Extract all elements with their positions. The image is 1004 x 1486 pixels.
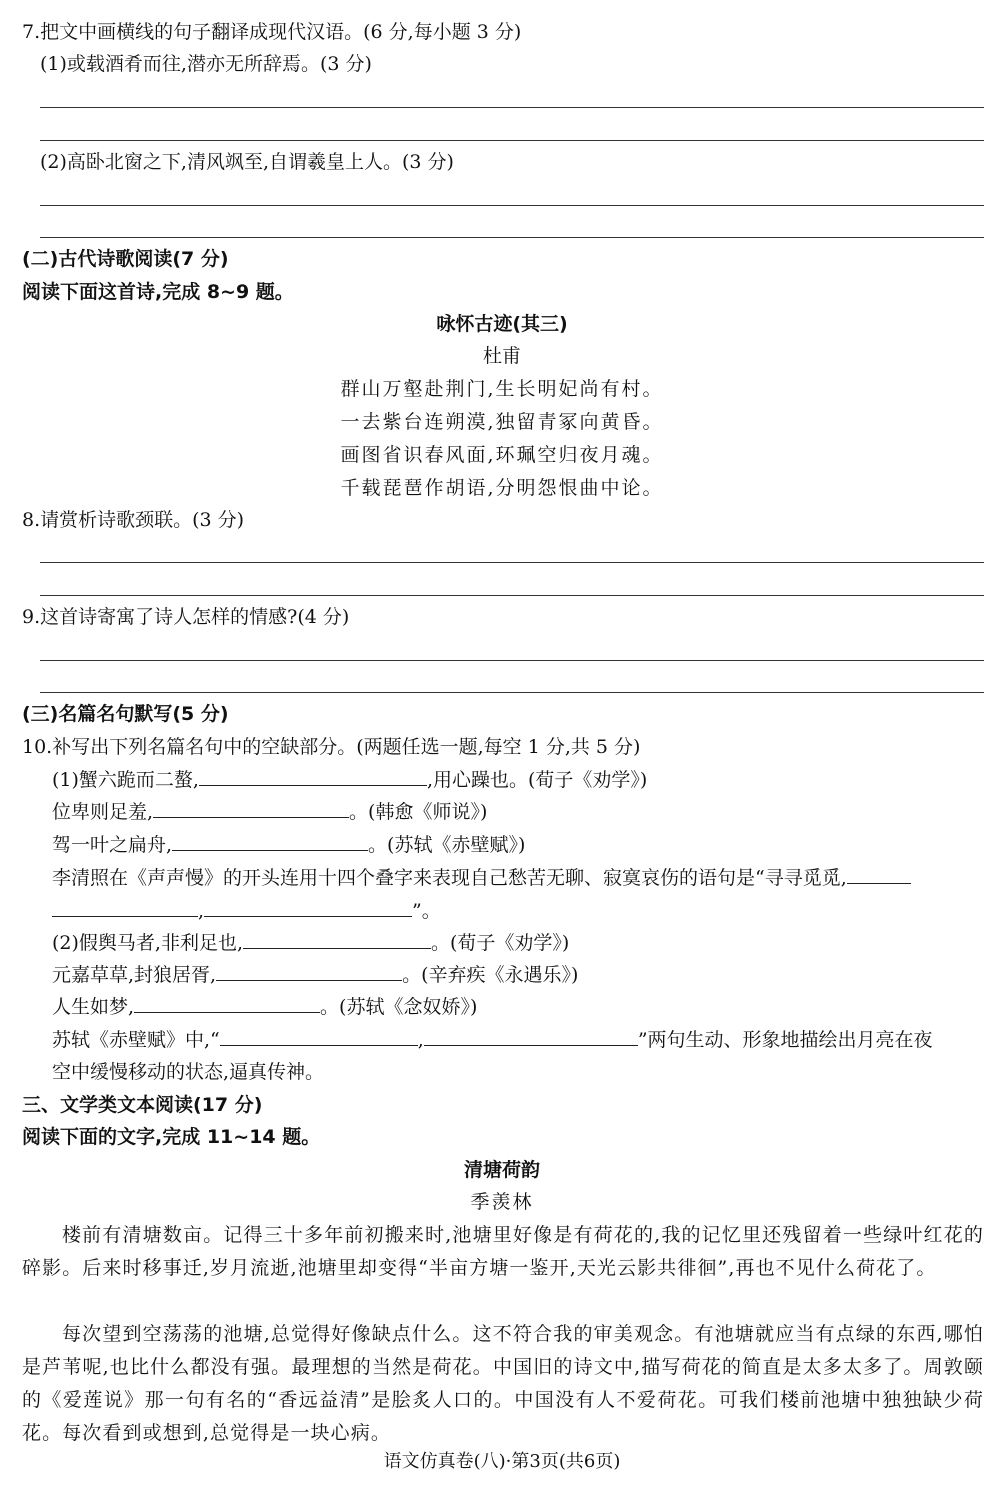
answer-line[interactable] xyxy=(40,140,984,141)
fill-blank[interactable] xyxy=(216,962,402,981)
fill-blank[interactable] xyxy=(52,898,198,917)
fill-blank[interactable] xyxy=(172,832,368,851)
poem-line: 千载琵琶作胡语,分明怨恨曲中论。 xyxy=(340,477,664,499)
q8-title: 8.请赏析诗歌颈联。(3 分) xyxy=(22,509,245,531)
fill-text: , xyxy=(417,1029,424,1051)
q10-title: 10.补写出下列名篇名句中的空缺部分。(两题任选一题,每空 1 分,共 5 分) xyxy=(22,736,641,758)
fill-text: 。(辛弃疾《永遇乐》) xyxy=(402,964,579,986)
fill-text: (1)蟹六跪而二螯, xyxy=(52,769,199,791)
fill-line-1 xyxy=(52,767,647,792)
fill-line-2 xyxy=(52,799,487,824)
fill-line-8 xyxy=(52,994,477,1019)
poem-line: 一去紫台连朔漠,独留青冢向黄昏。 xyxy=(340,411,664,433)
fill-blank[interactable] xyxy=(424,1027,638,1046)
fill-blank[interactable] xyxy=(134,994,320,1013)
essay-title: 清塘荷韵 xyxy=(463,1159,540,1181)
fill-text: 驾一叶之扁舟, xyxy=(52,834,173,856)
fill-text: 位卑则足羞, xyxy=(52,801,154,823)
fill-line-7 xyxy=(52,962,578,987)
fill-text: , xyxy=(198,900,205,922)
fill-line-3 xyxy=(52,832,525,857)
part3-heading: 三、文学类文本阅读(17 分) xyxy=(22,1094,263,1116)
fill-line-6 xyxy=(52,930,569,955)
fill-text: 苏轼《赤壁赋》中,“ xyxy=(52,1029,220,1051)
fill-line-4 xyxy=(52,865,911,890)
section-heading-poetry: (二)古代诗歌阅读(7 分) xyxy=(22,248,229,270)
fill-line-9 xyxy=(52,1027,933,1052)
fill-text: ”。 xyxy=(412,900,441,922)
fill-text: 。(苏轼《念奴娇》) xyxy=(320,996,478,1018)
essay-paragraph-2: 每次望到空荡荡的池塘,总觉得好像缺点什么。这不符合我的审美观念。有池塘就应当有点绿的东西,哪怕是芦苇呢,也比什么都没有强。最理想的当然是荷花。中国旧的诗文中,描写荷花的简直是太多太多了。周敦颐的《爱莲说》那一句有名的“香远益清”是脍炙人口的。中国没有人不爱荷花。可我们楼前池塘中独独缺少荷花。每次看到或想到,总觉得是一块心病。 xyxy=(22,1323,984,1444)
answer-line[interactable] xyxy=(40,107,984,108)
fill-blank[interactable] xyxy=(204,898,412,917)
fill-text: 人生如梦, xyxy=(52,996,135,1018)
answer-line[interactable] xyxy=(40,660,984,661)
fill-text: ”两句生动、形象地描绘出月亮在夜 xyxy=(637,1029,933,1051)
poem-author: 杜甫 xyxy=(482,345,521,367)
q9-title: 9.这首诗寄寓了诗人怎样的情感?(4 分) xyxy=(22,606,350,628)
poem-line: 画图省识春风面,环珮空归夜月魂。 xyxy=(340,444,664,466)
fill-text: ,用心躁也。(荀子《劝学》) xyxy=(426,769,648,791)
fill-blank[interactable] xyxy=(199,767,427,786)
fill-line-10: 空中缓慢移动的状态,逼真传神。 xyxy=(52,1061,325,1083)
fill-blank[interactable] xyxy=(153,799,349,818)
fill-text: 元嘉草草,封狼居胥, xyxy=(52,964,217,986)
poetry-instruction: 阅读下面这首诗,完成 8~9 题。 xyxy=(22,281,294,303)
fill-blank[interactable] xyxy=(220,1027,418,1046)
fill-blank[interactable] xyxy=(847,865,911,884)
answer-line[interactable] xyxy=(40,595,984,596)
part3-instruction: 阅读下面的文字,完成 11~14 题。 xyxy=(22,1126,321,1148)
answer-line[interactable] xyxy=(40,692,984,693)
fill-text: (2)假舆马者,非利足也, xyxy=(52,932,243,954)
poem-line: 群山万壑赴荆门,生长明妃尚有村。 xyxy=(340,378,664,400)
fill-text: 。(韩愈《师说》) xyxy=(349,801,488,823)
q7-sub1: (1)或载酒肴而往,潜亦无所辞焉。(3 分) xyxy=(40,53,372,75)
q7-title: 7.把文中画横线的句子翻译成现代汉语。(6 分,每小题 3 分) xyxy=(22,21,522,43)
q7-sub2: (2)高卧北窗之下,清风飒至,自谓羲皇上人。(3 分) xyxy=(40,151,454,173)
section-heading-recitation: (三)名篇名句默写(5 分) xyxy=(22,703,229,725)
answer-line[interactable] xyxy=(40,562,984,563)
poem-title: 咏怀古迹(其三) xyxy=(436,313,568,335)
essay-paragraph-1: 楼前有清塘数亩。记得三十多年前初搬来时,池塘里好像是有荷花的,我的记忆里还残留着一些绿叶红花的碎影。后来时移事迁,岁月流逝,池塘里却变得“半亩方塘一鉴开,天光云影共徘徊”,再也不见什么荷花了。 xyxy=(22,1224,984,1279)
essay-author: 季羡林 xyxy=(470,1191,534,1213)
fill-text: 。(苏轼《赤壁赋》) xyxy=(368,834,526,856)
fill-text: 李清照在《声声慢》的开头连用十四个叠字来表现自己愁苦无聊、寂寞哀伤的语句是“寻寻觅觅, xyxy=(52,867,847,889)
fill-text: 。(荀子《劝学》) xyxy=(431,932,570,954)
answer-line[interactable] xyxy=(40,237,984,238)
fill-line-5 xyxy=(52,898,441,923)
fill-blank[interactable] xyxy=(243,930,431,949)
page-footer: 语文仿真卷(八)·第3页(共6页) xyxy=(383,1451,621,1472)
answer-line[interactable] xyxy=(40,205,984,206)
